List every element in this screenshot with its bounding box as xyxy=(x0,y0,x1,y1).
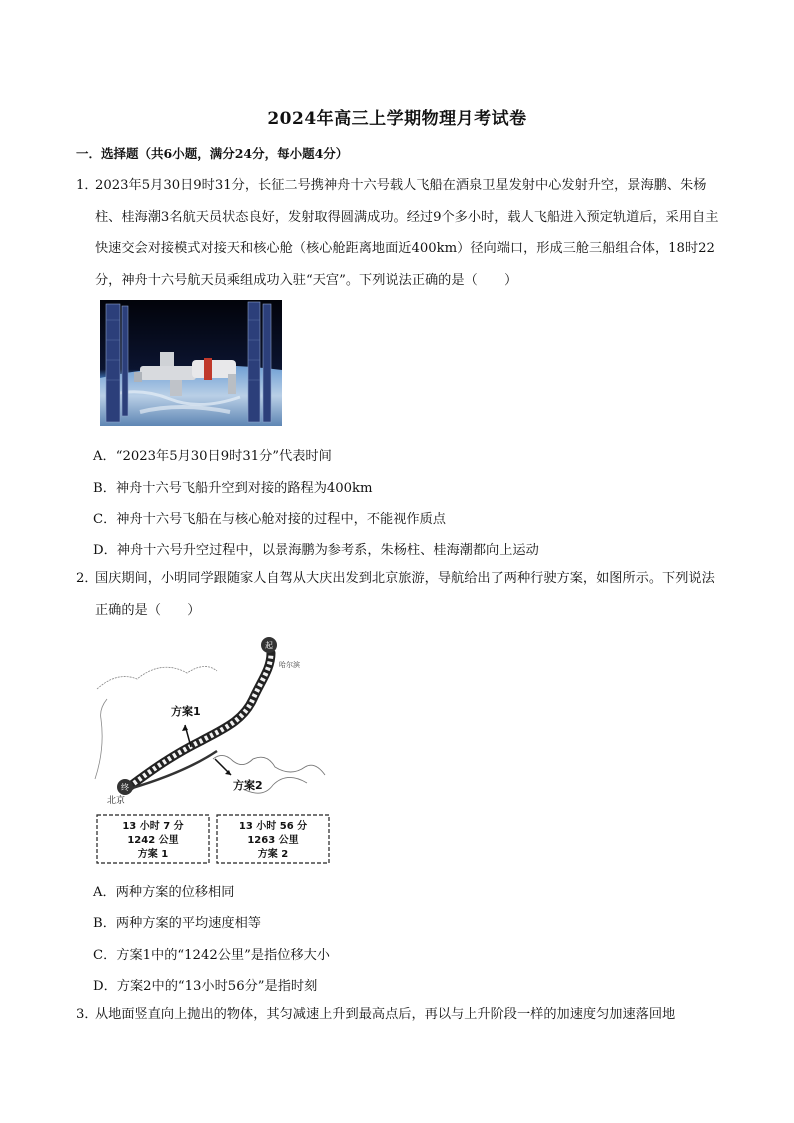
question-1-option-b: B．神舟十六号飞船升空到对接的路程为400km xyxy=(93,481,373,496)
route-1-label: 方案1 xyxy=(171,705,201,718)
route-2-label: 方案2 xyxy=(233,779,263,792)
question-2-option-c: C．方案1中的“1242公里”是指位移大小 xyxy=(93,948,330,963)
question-2-text: 国庆期间，小明同学跟随家人自驾从大庆出发到北京旅游，导航给出了两种行驶方案，如图所示。下列说法正确的是（ ） xyxy=(95,571,715,618)
start-city-label: 北京 xyxy=(107,796,126,806)
question-1 xyxy=(76,170,721,296)
question-3 xyxy=(76,999,721,1031)
route-2-distance: 1263 公里 xyxy=(247,835,299,846)
question-1-text: 2023年5月30日9时31分，长征二号携神舟十六号载人飞船在酒泉卫星发射中心发射升空，景海鹏、朱杨柱、桂海潮3名航天员状态良好，发射取得圆满成功。经过9个多小时，载人飞船进入预定轨道后，采用自主快速交会对接模式对接天和核心舱（核心舱距离地面近400km）径向端口，形成三舱三船组合体，18时22分，神舟十六号航天员乘组成功入驻“天宫”。下列说法正确的是（ ） xyxy=(95,178,719,288)
end-city-label: 哈尔滨 xyxy=(279,661,300,669)
question-2-number: 2． xyxy=(76,571,98,586)
route-1-time: 13 小时 7 分 xyxy=(122,821,184,832)
route-1-box-label: 方案 1 xyxy=(137,849,169,860)
question-1-number: 1． xyxy=(76,178,98,193)
question-2-option-a: A．两种方案的位移相同 xyxy=(93,885,235,900)
question-1-option-d: D．神舟十六号升空过程中，以景海鹏为参考系，朱杨柱、桂海潮都向上运动 xyxy=(93,543,539,558)
question-2 xyxy=(76,563,721,626)
route-2-time: 13 小时 56 分 xyxy=(238,821,308,832)
question-1-option-c: C．神舟十六号飞船在与核心舱对接的过程中，不能视作质点 xyxy=(93,512,446,527)
end-marker-icon: 起 xyxy=(265,641,273,650)
question-3-number: 3． xyxy=(76,1007,98,1022)
start-marker-icon: 终 xyxy=(121,783,129,792)
route-map-image xyxy=(93,629,333,867)
route-1-distance: 1242 公里 xyxy=(127,835,179,846)
question-3-text: 从地面竖直向上抛出的物体，其匀减速上升到最高点后，再以与上升阶段一样的加速度匀加速落回地 xyxy=(95,1007,676,1022)
question-2-option-d: D．方案2中的“13小时56分”是指时刻 xyxy=(93,979,318,994)
space-station-image xyxy=(100,300,282,426)
page-title: 2024年高三上学期物理月考试卷 xyxy=(267,109,527,129)
section-heading: 一．选择题（共6小题，满分24分，每小题4分） xyxy=(76,146,349,161)
question-2-option-b: B．两种方案的平均速度相等 xyxy=(93,916,261,931)
question-1-option-a: A．“2023年5月30日9时31分”代表时间 xyxy=(93,449,332,464)
route-2-box-label: 方案 2 xyxy=(257,849,289,860)
